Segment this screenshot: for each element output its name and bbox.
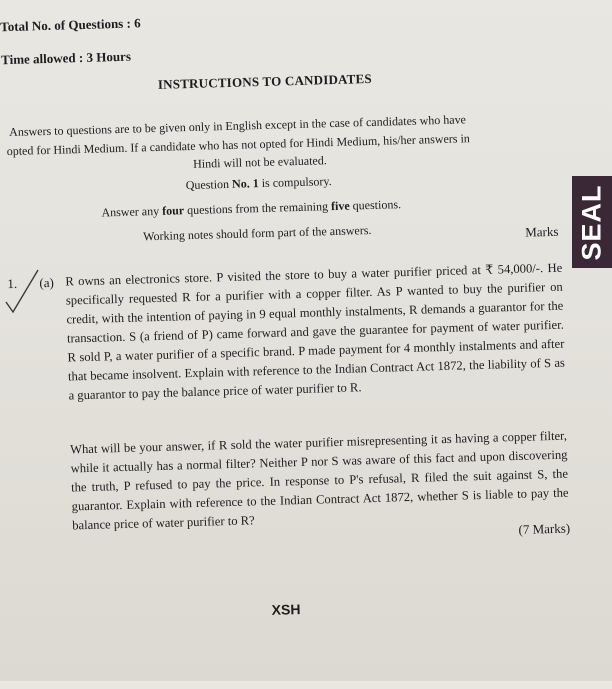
answer-bold-five: five (330, 198, 350, 214)
question-number: 1. (7, 275, 18, 292)
working-notes: Working notes should form part of the answers. (142, 222, 372, 244)
answer-bold-four: four (161, 203, 185, 218)
time-allowed: Time allowed : 3 Hours (0, 48, 132, 68)
answer-instruction (101, 197, 401, 220)
marks-column-label: Marks (524, 223, 559, 240)
seal-tab (572, 176, 612, 268)
answer-mid: questions from the remaining (186, 199, 329, 218)
instruction-line-1: Answers to questions are to be given only in English except in the case of candidates who have (9, 112, 467, 140)
instruction-line-2: opted for Hindi Medium. If a candidate who has not opted for Hindi Medium, his/her answers in (6, 131, 470, 159)
answer-pre: Answer any (101, 203, 160, 220)
compulsory-pre: Question (185, 176, 230, 193)
compulsory-post: is compulsory. (261, 174, 332, 191)
question-part: (a) (39, 274, 55, 291)
total-questions: Total No. of Questions : 6 (0, 15, 141, 35)
pencil-tick-mark-icon (4, 264, 44, 324)
answer-post: questions. (352, 197, 402, 213)
compulsory-instruction (186, 174, 332, 193)
instruction-line-3: Hindi will not be evaluated. (192, 153, 327, 171)
question-paragraph-1: R owns an electronics store. P visited the store to buy a water purifier priced at ₹ 54,000/-. He specifically requested R for a purifier with a copper filter. As P wanted to buy the purifier on credit, with the intention of paying in 9 equal monthly instalments, R demands a guarantor for the transaction. S (a friend of P) came forward and gave the guarantee for payment of water purifier. R sold P, a water purifier of a specific brand. P made payment for 4 monthly instalments and after that became insolvent. Explain with reference to the Indian Contract Act 1872, the liability of S as a guarantor to pay the balance price of water purifier to R. (65, 260, 566, 403)
paper-code: XSH (271, 601, 301, 618)
instructions-title: INSTRUCTIONS TO CANDIDATES (157, 70, 373, 92)
compulsory-bold: No. 1 (231, 176, 259, 191)
seal-label: SEAL (576, 183, 607, 261)
question-paragraph-2: What will be your answer, if R sold the water purifier misrepresenting it as having a copper filter, while it actually has a normal filter? Neither P nor S was aware of this fact and upon discovering the truth, P refused to pay the price. In response to P's refusal, R filed the suit against S, the guarantor. Explain with reference to the Indian Contract Act 1872, whether S is liable to pay the balance price of water purifier to R? (69, 428, 569, 533)
question-marks: (7 Marks) (518, 520, 571, 537)
